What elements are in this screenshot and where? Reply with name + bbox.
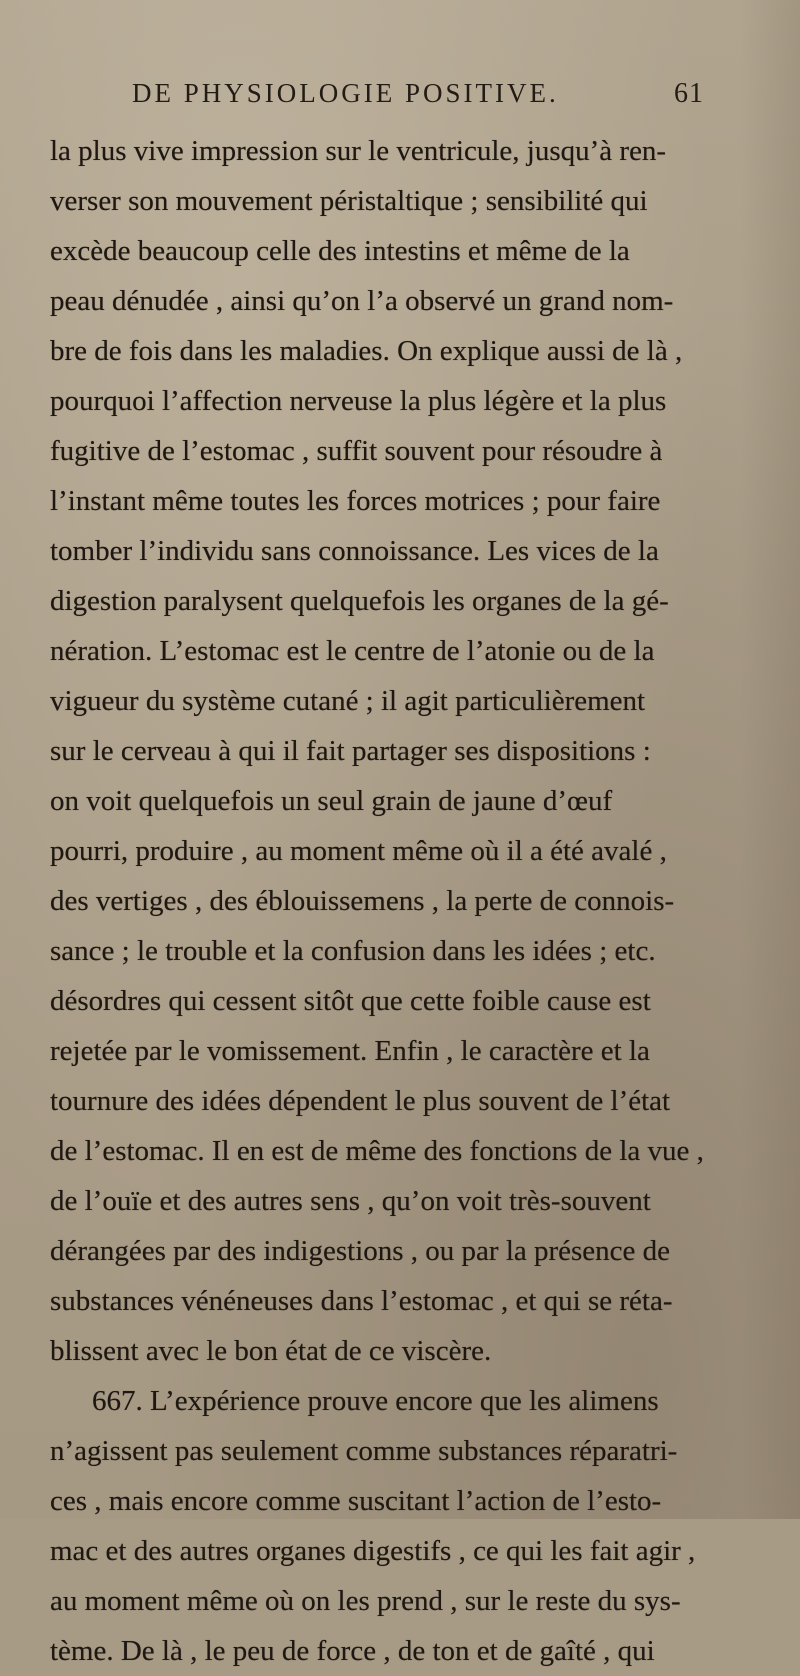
text-line: on voit quelquefois un seul grain de jaune d’œuf bbox=[50, 785, 613, 817]
text-line: de l’estomac. Il en est de même des fonctions de la vue , bbox=[50, 1135, 704, 1167]
text-line: sur le cerveau à qui il fait partager ses dispositions : bbox=[50, 735, 651, 767]
running-title: DE PHYSIOLOGIE POSITIVE. bbox=[132, 78, 559, 108]
text-line: vigueur du système cutané ; il agit particulièrement bbox=[50, 685, 646, 717]
text-line: désordres qui cessent sitôt que cette foible cause est bbox=[50, 985, 651, 1017]
text-line: la plus vive impression sur le ventricule, jusqu’à ren- bbox=[50, 135, 667, 167]
text-line: l’instant même toutes les forces motrices ; pour faire bbox=[50, 485, 661, 517]
page-number: 61 bbox=[674, 78, 704, 109]
text-line: des vertiges , des éblouissemens , la perte de connois- bbox=[50, 885, 675, 917]
text-line: au moment même où on les prend , sur le reste du sys- bbox=[50, 1585, 681, 1617]
text-line: peau dénudée , ainsi qu’on l’a observé un grand nom- bbox=[50, 285, 674, 317]
page-header bbox=[132, 78, 704, 118]
text-line: pourri, produire , au moment même où il a été avalé , bbox=[50, 835, 667, 867]
text-line: ces , mais encore comme suscitant l’action de l’esto- bbox=[50, 1485, 662, 1517]
text-line: digestion paralysent quelquefois les organes de la gé- bbox=[50, 585, 669, 617]
text-line: pourquoi l’affection nerveuse la plus légère et la plus bbox=[50, 385, 667, 417]
text-line: tomber l’individu sans connoissance. Les vices de la bbox=[50, 535, 659, 567]
text-line: nération. L’estomac est le centre de l’atonie ou de la bbox=[50, 635, 655, 667]
text-line: fugitive de l’estomac , suffit souvent pour résoudre à bbox=[50, 435, 663, 467]
text-line: bre de fois dans les maladies. On explique aussi de là , bbox=[50, 335, 683, 367]
text-line: sance ; le trouble et la confusion dans les idées ; etc. bbox=[50, 935, 656, 967]
text-line: verser son mouvement péristaltique ; sensibilité qui bbox=[50, 185, 648, 217]
text-line: n’agissent pas seulement comme substances réparatri- bbox=[50, 1435, 678, 1467]
section-667-start: 667. L’expérience prouve encore que les alimens bbox=[92, 1385, 659, 1417]
text-line: de l’ouïe et des autres sens , qu’on voit très-souvent bbox=[50, 1185, 651, 1217]
text-line: mac et des autres organes digestifs , ce qui les fait agir , bbox=[50, 1535, 696, 1567]
text-line: tème. De là , le peu de force , de ton et de gaîté , qui bbox=[50, 1635, 655, 1667]
text-line: excède beaucoup celle des intestins et même de la bbox=[50, 235, 630, 267]
page-edge-shadow bbox=[740, 0, 800, 1519]
text-line: tournure des idées dépendent le plus souvent de l’état bbox=[50, 1085, 671, 1117]
text-line: blissent avec le bon état de ce viscère. bbox=[50, 1335, 492, 1367]
text-line: rejetée par le vomissement. Enfin , le caractère et la bbox=[50, 1035, 650, 1067]
text-line: substances vénéneuses dans l’estomac , et qui se réta- bbox=[50, 1285, 673, 1317]
text-line: dérangées par des indigestions , ou par la présence de bbox=[50, 1235, 671, 1267]
